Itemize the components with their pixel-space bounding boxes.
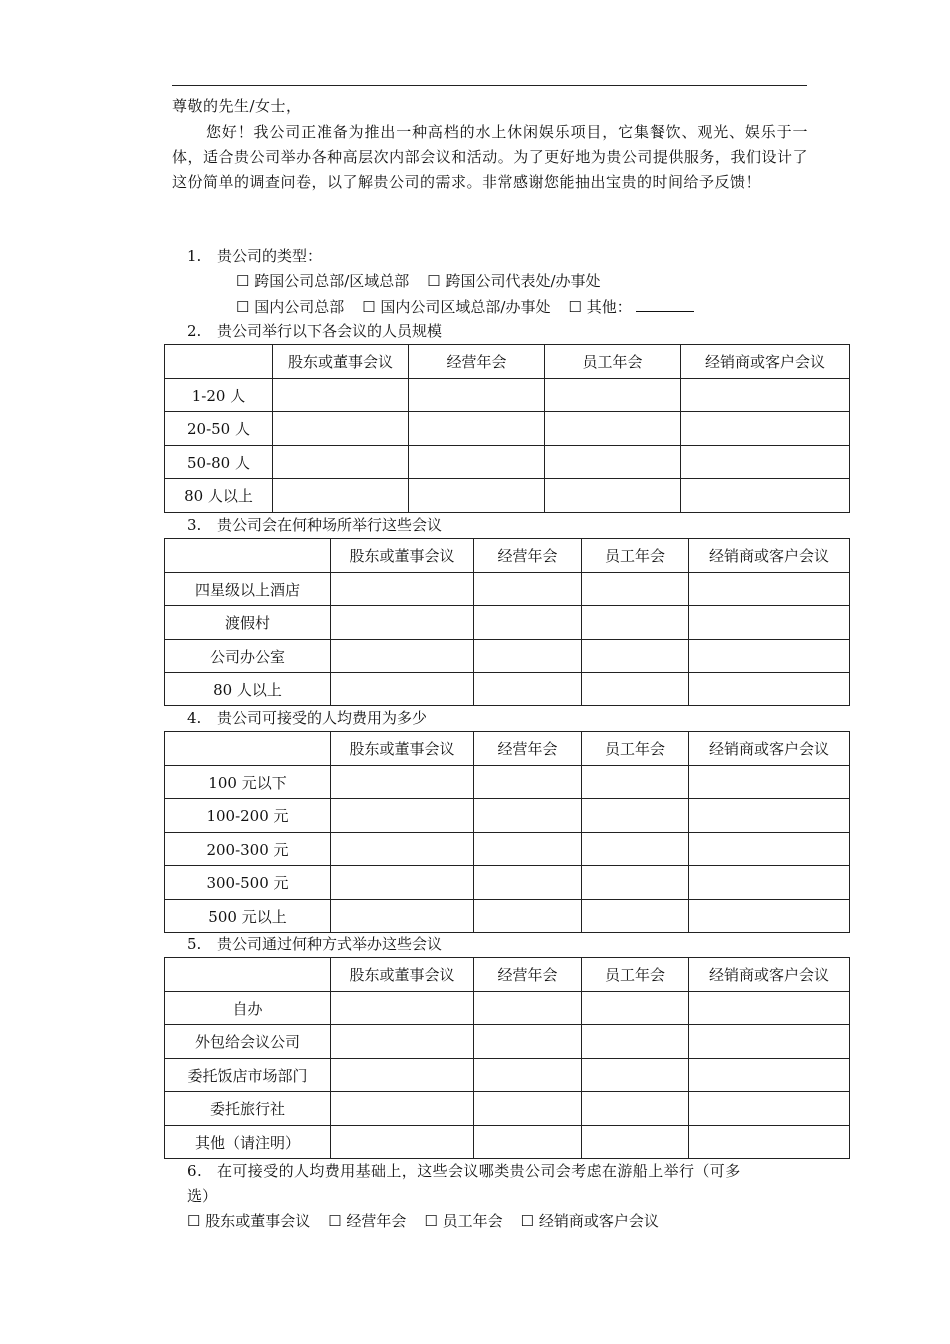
q4-answer-cell[interactable] [474,799,582,833]
q2-row-label: 50-80 人 [165,446,273,479]
q5-table [164,957,850,1159]
q5-col-header: 经营年会 [474,958,582,992]
table-row [165,379,850,412]
q5-answer-cell[interactable] [331,992,474,1025]
table-row [165,1059,850,1092]
q4-answer-cell[interactable] [582,766,689,799]
q5-heading [187,935,442,953]
salutation: 尊敬的先生/女士， [172,97,302,115]
q3-answer-cell[interactable] [689,673,850,706]
q4-answer-cell[interactable] [331,799,474,833]
q3-row-label: 80 人以上 [165,673,331,706]
q5-row-label: 自办 [165,992,331,1025]
q4-answer-cell[interactable] [331,833,474,866]
q4-answer-cell[interactable] [474,866,582,900]
q1-option-domestic-regional[interactable]: ☐ 国内公司区域总部/办事处 [362,298,551,316]
q4-answer-cell[interactable] [331,866,474,900]
q3-answer-cell[interactable] [331,640,474,673]
q5-row-label: 委托旅行社 [165,1092,331,1126]
q6-title-line1: 在可接受的人均费用基础上，这些会议哪类贵公司会考虑在游船上举行（可多 [217,1162,741,1180]
q5-answer-cell[interactable] [331,1025,474,1059]
table-row [165,1092,850,1126]
q4-answer-cell[interactable] [582,866,689,900]
q4-answer-cell[interactable] [474,833,582,866]
q4-answer-cell[interactable] [582,900,689,933]
q2-row-label: 80 人以上 [165,479,273,513]
q1-heading [187,247,322,265]
q6-option-shareholder[interactable]: ☐ 股东或董事会议 [187,1212,311,1230]
q3-answer-cell[interactable] [582,573,689,606]
q5-answer-cell[interactable] [689,992,850,1025]
q4-answer-cell[interactable] [689,900,850,933]
header-rule [172,85,807,86]
q4-col-header: 股东或董事会议 [331,732,474,766]
q5-answer-cell[interactable] [474,1092,582,1126]
q2-heading [187,322,442,340]
q3-answer-cell[interactable] [474,673,582,706]
q3-col-header: 股东或董事会议 [331,539,474,573]
q6-number: 6. [187,1162,203,1180]
q5-answer-cell[interactable] [689,1059,850,1092]
table-row [165,1126,850,1159]
table-row [165,640,850,673]
q3-answer-cell[interactable] [474,640,582,673]
q5-answer-cell[interactable] [582,1059,689,1092]
q1-option-multinational-office[interactable]: ☐ 跨国公司代表处/办事处 [427,272,601,290]
q3-heading [187,516,442,534]
q3-row-label: 渡假村 [165,606,331,640]
q3-answer-cell[interactable] [689,606,850,640]
q4-col-header: 经营年会 [474,732,582,766]
q5-answer-cell[interactable] [474,1025,582,1059]
q5-answer-cell[interactable] [474,1126,582,1159]
q2-col-header: 经销商或客户会议 [681,345,850,379]
table-row [165,573,850,606]
q4-table [164,731,850,933]
q2-answer-cell[interactable] [681,446,850,479]
q5-answer-cell[interactable] [331,1092,474,1126]
q2-row-label: 20-50 人 [165,412,273,446]
table-row [165,992,850,1025]
intro-text: 您好！我公司正准备为推出一种高档的水上休闲娱乐项目，它集餐饮、观光、娱乐于一体，适合贵公司举办各种高层次内部会议和活动。为了更好地为贵公司提供服务，我们设计了这份简单的调查问卷，以了解贵公司的需求。非常感谢您能抽出宝贵的时间给予反馈！ [172,123,808,191]
q5-answer-cell[interactable] [582,1092,689,1126]
q6-options [187,1212,677,1230]
q3-row-label: 四星级以上酒店 [165,573,331,606]
q5-answer-cell[interactable] [689,1126,850,1159]
q1-options-row1 [236,272,619,290]
table-row [165,799,850,833]
q4-answer-cell[interactable] [582,833,689,866]
q5-row-label: 委托饭店市场部门 [165,1059,331,1092]
table-row [165,479,850,513]
q4-answer-cell[interactable] [689,766,850,799]
q5-header-row [165,958,850,992]
q5-answer-cell[interactable] [474,992,582,1025]
q6-option-business-annual[interactable]: ☐ 经营年会 [328,1212,407,1230]
q2-answer-cell[interactable] [545,412,681,446]
q4-corner-cell [165,732,331,766]
q5-answer-cell[interactable] [689,1025,850,1059]
table-row [165,1025,850,1059]
q4-row-label: 100 元以下 [165,766,331,799]
q2-answer-cell[interactable] [409,446,545,479]
q3-header-row [165,539,850,573]
q5-row-label: 外包给会议公司 [165,1025,331,1059]
q3-answer-cell[interactable] [582,673,689,706]
q2-col-header: 员工年会 [545,345,681,379]
q2-answer-cell[interactable] [545,479,681,513]
q5-answer-cell[interactable] [582,1025,689,1059]
table-row [165,446,850,479]
q3-answer-cell[interactable] [474,606,582,640]
q3-answer-cell[interactable] [331,673,474,706]
q2-header-row [165,345,850,379]
q2-title: 贵公司举行以下各会议的人员规模 [217,322,443,340]
q2-answer-cell[interactable] [273,479,409,513]
q4-answer-cell[interactable] [582,799,689,833]
q2-answer-cell[interactable] [273,379,409,412]
q6-title-line2: 选） [187,1187,218,1205]
q4-answer-cell[interactable] [689,833,850,866]
q4-row-label: 500 元以上 [165,900,331,933]
q1-option-domestic-hq[interactable]: ☐ 国内公司总部 [236,298,345,316]
q1-title: 贵公司的类型： [217,247,323,265]
q3-col-header: 员工年会 [582,539,689,573]
q5-title: 贵公司通过何种方式举办这些会议 [217,935,443,953]
q4-answer-cell[interactable] [331,900,474,933]
intro-paragraph [172,120,808,195]
q2-answer-cell[interactable] [545,379,681,412]
q3-number: 3. [187,516,202,534]
q2-corner-cell [165,345,273,379]
q4-col-header: 员工年会 [582,732,689,766]
q4-row-label: 100-200 元 [165,799,331,833]
q4-answer-cell[interactable] [689,799,850,833]
q2-answer-cell[interactable] [681,479,850,513]
q6-option-staff-annual[interactable]: ☐ 员工年会 [424,1212,503,1230]
q4-row-label: 200-300 元 [165,833,331,866]
q2-answer-cell[interactable] [409,479,545,513]
q5-answer-cell[interactable] [582,1126,689,1159]
q3-answer-cell[interactable] [582,606,689,640]
q2-answer-cell[interactable] [681,412,850,446]
q5-number: 5. [187,935,202,953]
q1-option-other[interactable]: ☐ 其他： [568,298,632,316]
q5-answer-cell[interactable] [331,1126,474,1159]
q5-answer-cell[interactable] [474,1059,582,1092]
q2-answer-cell[interactable] [409,412,545,446]
q2-answer-cell[interactable] [545,446,681,479]
q4-answer-cell[interactable] [474,766,582,799]
q3-table [164,538,850,706]
q3-answer-cell[interactable] [474,573,582,606]
q5-col-header: 员工年会 [582,958,689,992]
q3-answer-cell[interactable] [582,640,689,673]
table-row [165,766,850,799]
q4-heading [187,709,427,727]
q4-answer-cell[interactable] [474,900,582,933]
table-row [165,673,850,706]
q6-option-dealer-client[interactable]: ☐ 经销商或客户会议 [520,1212,659,1230]
q3-row-label: 公司办公室 [165,640,331,673]
q3-col-header: 经营年会 [474,539,582,573]
q3-corner-cell [165,539,331,573]
q4-answer-cell[interactable] [689,866,850,900]
q6-heading [187,1162,741,1180]
q3-title: 贵公司会在何种场所举行这些会议 [217,516,443,534]
q3-col-header: 经销商或客户会议 [689,539,850,573]
q4-row-label: 300-500 元 [165,866,331,900]
q5-answer-cell[interactable] [331,1059,474,1092]
q4-col-header: 经销商或客户会议 [689,732,850,766]
q2-number: 2. [187,322,202,340]
q3-answer-cell[interactable] [689,573,850,606]
q2-answer-cell[interactable] [681,379,850,412]
q3-answer-cell[interactable] [689,640,850,673]
q4-header-row [165,732,850,766]
table-row [165,866,850,900]
q4-title: 贵公司可接受的人均费用为多少 [217,709,428,727]
q2-answer-cell[interactable] [273,446,409,479]
q3-answer-cell[interactable] [331,606,474,640]
q1-other-blank[interactable] [636,297,694,312]
q3-answer-cell[interactable] [331,573,474,606]
table-row [165,833,850,866]
q2-row-label: 1-20 人 [165,379,273,412]
q4-number: 4. [187,709,202,727]
q2-col-header: 股东或董事会议 [273,345,409,379]
q2-answer-cell[interactable] [273,412,409,446]
q2-col-header: 经营年会 [409,345,545,379]
table-row [165,606,850,640]
q5-corner-cell [165,958,331,992]
q5-answer-cell[interactable] [582,992,689,1025]
q2-answer-cell[interactable] [409,379,545,412]
table-row [165,900,850,933]
table-row [165,412,850,446]
q4-answer-cell[interactable] [331,766,474,799]
q5-col-header: 股东或董事会议 [331,958,474,992]
q2-table [164,344,850,513]
q5-col-header: 经销商或客户会议 [689,958,850,992]
q5-row-label: 其他（请注明） [165,1126,331,1159]
q1-option-multinational-hq[interactable]: ☐ 跨国公司总部/区域总部 [236,272,410,290]
q1-number: 1. [187,247,202,265]
q1-options-row2 [236,297,712,316]
q5-answer-cell[interactable] [689,1092,850,1126]
